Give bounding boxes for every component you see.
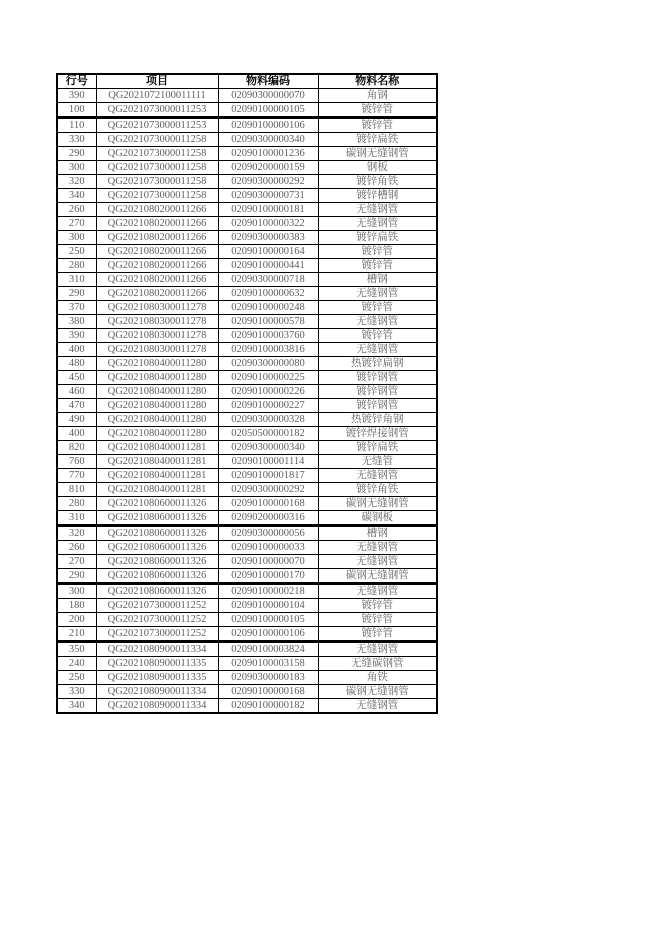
row-number-cell: 100 (57, 103, 96, 118)
material-code-cell: 02090200000159 (218, 161, 318, 175)
column-header-project: 项目 (96, 74, 218, 89)
project-cell: QG2021073000011252 (96, 599, 218, 613)
table-row (57, 699, 437, 714)
material-name-cell: 钢板 (318, 161, 437, 175)
project-cell: QG2021080600011326 (96, 569, 218, 584)
project-cell: QG2021080200011266 (96, 231, 218, 245)
material-name-cell: 无缝钢管 (318, 642, 437, 657)
project-cell: QG2021080600011326 (96, 541, 218, 555)
row-number-cell: 400 (57, 427, 96, 441)
column-header-row-number: 行号 (57, 74, 96, 89)
row-number-cell: 390 (57, 329, 96, 343)
project-cell: QG2021080400011280 (96, 399, 218, 413)
material-name-cell: 热镀锌扁钢 (318, 357, 437, 371)
table-row (57, 301, 437, 315)
row-number-cell: 300 (57, 161, 96, 175)
material-name-cell: 镀锌管 (318, 329, 437, 343)
material-name-cell: 无缝钢管 (318, 699, 437, 714)
project-cell: QG2021080600011326 (96, 584, 218, 599)
project-cell: QG2021080400011280 (96, 427, 218, 441)
material-name-cell: 碳钢无缝钢管 (318, 497, 437, 511)
material-code-cell: 02090300000080 (218, 357, 318, 371)
row-number-cell: 260 (57, 203, 96, 217)
table-row (57, 569, 437, 584)
column-header-material-name: 物料名称 (318, 74, 437, 89)
table-row (57, 189, 437, 203)
project-cell: QG2021080400011280 (96, 413, 218, 427)
material-code-cell: 02090100000322 (218, 217, 318, 231)
material-name-cell: 角铁 (318, 671, 437, 685)
material-code-cell: 02090100003816 (218, 343, 318, 357)
project-cell: QG2021080400011281 (96, 455, 218, 469)
column-header-material-code: 物料编码 (218, 74, 318, 89)
material-code-cell: 02090100000070 (218, 555, 318, 569)
material-name-cell: 无缝钢管 (318, 217, 437, 231)
row-number-cell: 310 (57, 511, 96, 526)
material-code-cell: 02090300000340 (218, 441, 318, 455)
row-number-cell: 810 (57, 483, 96, 497)
material-code-cell: 02090100001817 (218, 469, 318, 483)
table-row (57, 627, 437, 642)
table-row (57, 245, 437, 259)
material-name-cell: 镀锌扁铁 (318, 231, 437, 245)
project-cell: QG2021080400011281 (96, 469, 218, 483)
material-code-cell: 02090300000718 (218, 273, 318, 287)
material-code-cell: 02090300000292 (218, 483, 318, 497)
project-cell: QG2021073000011258 (96, 147, 218, 161)
row-number-cell: 320 (57, 175, 96, 189)
material-code-cell: 02090300000183 (218, 671, 318, 685)
material-code-cell: 02090300000340 (218, 133, 318, 147)
row-number-cell: 390 (57, 89, 96, 103)
row-number-cell: 770 (57, 469, 96, 483)
material-code-cell: 02090100000170 (218, 569, 318, 584)
project-cell: QG2021073000011258 (96, 189, 218, 203)
material-code-cell: 02090100000168 (218, 685, 318, 699)
material-name-cell: 无缝管 (318, 455, 437, 469)
row-number-cell: 270 (57, 217, 96, 231)
material-name-cell: 镀锌扁铁 (318, 441, 437, 455)
material-code-cell: 02090100001114 (218, 455, 318, 469)
row-number-cell: 290 (57, 147, 96, 161)
project-cell: QG2021080300011278 (96, 315, 218, 329)
table-row (57, 413, 437, 427)
material-name-cell: 镀锌管 (318, 245, 437, 259)
material-name-cell: 角钢 (318, 89, 437, 103)
row-number-cell: 490 (57, 413, 96, 427)
material-name-cell: 镀锌槽钢 (318, 189, 437, 203)
material-name-cell: 碳钢无缝钢管 (318, 569, 437, 584)
project-cell: QG2021073000011258 (96, 175, 218, 189)
material-code-cell: 02090100000168 (218, 497, 318, 511)
material-name-cell: 无缝钢管 (318, 315, 437, 329)
material-code-cell: 02090100000227 (218, 399, 318, 413)
material-code-cell: 02090100003760 (218, 329, 318, 343)
table-row (57, 259, 437, 273)
material-name-cell: 无缝钢管 (318, 343, 437, 357)
project-cell: QG2021080900011334 (96, 699, 218, 714)
material-name-cell: 镀锌钢管 (318, 371, 437, 385)
table-row (57, 599, 437, 613)
material-name-cell: 槽钢 (318, 273, 437, 287)
row-number-cell: 370 (57, 301, 96, 315)
material-code-cell: 02090100000181 (218, 203, 318, 217)
material-name-cell: 镀锌管 (318, 613, 437, 627)
project-cell: QG2021073000011258 (96, 133, 218, 147)
project-cell: QG2021080400011281 (96, 441, 218, 455)
row-number-cell: 280 (57, 259, 96, 273)
row-number-cell: 350 (57, 642, 96, 657)
material-name-cell: 镀锌角铁 (318, 483, 437, 497)
material-code-cell: 02090100000105 (218, 103, 318, 118)
project-cell: QG2021073000011252 (96, 627, 218, 642)
material-name-cell: 热镀锌角钢 (318, 413, 437, 427)
material-code-cell: 02090100000578 (218, 315, 318, 329)
table-row (57, 441, 437, 455)
material-code-cell: 02090100001236 (218, 147, 318, 161)
project-cell: QG2021080300011278 (96, 329, 218, 343)
row-number-cell: 380 (57, 315, 96, 329)
material-name-cell: 镀锌管 (318, 301, 437, 315)
table-row (57, 526, 437, 541)
project-cell: QG2021080900011334 (96, 685, 218, 699)
material-code-cell: 02090100000033 (218, 541, 318, 555)
table-row (57, 642, 437, 657)
material-name-cell: 槽钢 (318, 526, 437, 541)
table-row (57, 455, 437, 469)
material-code-cell: 02090100000632 (218, 287, 318, 301)
row-number-cell: 290 (57, 569, 96, 584)
row-number-cell: 310 (57, 273, 96, 287)
project-cell: QG2021080400011280 (96, 357, 218, 371)
table-row (57, 511, 437, 526)
row-number-cell: 330 (57, 133, 96, 147)
row-number-cell: 280 (57, 497, 96, 511)
project-cell: QG2021080600011326 (96, 526, 218, 541)
row-number-cell: 240 (57, 657, 96, 671)
project-cell: QG2021080600011326 (96, 497, 218, 511)
table-row (57, 541, 437, 555)
table-row (57, 497, 437, 511)
table-row (57, 613, 437, 627)
table-row (57, 329, 437, 343)
project-cell: QG2021080400011280 (96, 385, 218, 399)
material-code-cell: 02090100003158 (218, 657, 318, 671)
project-cell: QG2021080300011278 (96, 343, 218, 357)
material-code-cell: 02090100000441 (218, 259, 318, 273)
material-code-cell: 02090100000106 (218, 627, 318, 642)
material-code-cell: 02090300000328 (218, 413, 318, 427)
material-code-cell: 02090100000164 (218, 245, 318, 259)
table-row (57, 231, 437, 245)
project-cell: QG2021080900011335 (96, 657, 218, 671)
table-row (57, 584, 437, 599)
project-cell: QG2021073000011253 (96, 118, 218, 133)
row-number-cell: 450 (57, 371, 96, 385)
table-row (57, 287, 437, 301)
row-number-cell: 200 (57, 613, 96, 627)
material-name-cell: 镀锌角铁 (318, 175, 437, 189)
table-row (57, 343, 437, 357)
material-code-cell: 02090300000383 (218, 231, 318, 245)
material-name-cell: 碳钢板 (318, 511, 437, 526)
row-number-cell: 340 (57, 189, 96, 203)
material-name-cell: 镀锌管 (318, 103, 437, 118)
table-row (57, 657, 437, 671)
material-name-cell: 无缝钢管 (318, 469, 437, 483)
row-number-cell: 400 (57, 343, 96, 357)
row-number-cell: 300 (57, 584, 96, 599)
row-number-cell: 480 (57, 357, 96, 371)
material-table (56, 73, 438, 714)
project-cell: QG2021073000011253 (96, 103, 218, 118)
project-cell: QG2021080600011326 (96, 555, 218, 569)
material-name-cell: 镀锌钢管 (318, 399, 437, 413)
project-cell: QG2021073000011258 (96, 161, 218, 175)
row-number-cell: 110 (57, 118, 96, 133)
material-name-cell: 无缝钢管 (318, 541, 437, 555)
table-row (57, 671, 437, 685)
material-code-cell: 02090100000182 (218, 699, 318, 714)
material-code-cell: 02090100000218 (218, 584, 318, 599)
project-cell: QG2021080400011280 (96, 371, 218, 385)
material-code-cell: 02090200000316 (218, 511, 318, 526)
row-number-cell: 270 (57, 555, 96, 569)
material-name-cell: 镀锌管 (318, 118, 437, 133)
table-row (57, 175, 437, 189)
table-row (57, 147, 437, 161)
table-row (57, 385, 437, 399)
table-row (57, 161, 437, 175)
row-number-cell: 340 (57, 699, 96, 714)
material-code-cell: 02090100000106 (218, 118, 318, 133)
material-name-cell: 镀锌钢管 (318, 385, 437, 399)
material-code-cell: 02090300000056 (218, 526, 318, 541)
material-code-cell: 02090100000104 (218, 599, 318, 613)
project-cell: QG2021080900011334 (96, 642, 218, 657)
row-number-cell: 470 (57, 399, 96, 413)
material-code-cell: 02090100003824 (218, 642, 318, 657)
project-cell: QG2021080200011266 (96, 259, 218, 273)
table-row (57, 371, 437, 385)
material-name-cell: 无缝钢管 (318, 584, 437, 599)
table-row (57, 483, 437, 497)
table-row (57, 357, 437, 371)
row-number-cell: 180 (57, 599, 96, 613)
material-name-cell: 碳钢无缝钢管 (318, 685, 437, 699)
material-code-cell: 02090300000731 (218, 189, 318, 203)
project-cell: QG2021080900011335 (96, 671, 218, 685)
table-row (57, 315, 437, 329)
material-code-cell: 02050500000182 (218, 427, 318, 441)
project-cell: QG2021080200011266 (96, 217, 218, 231)
row-number-cell: 760 (57, 455, 96, 469)
table-row (57, 399, 437, 413)
table-header-row (57, 74, 437, 89)
row-number-cell: 290 (57, 287, 96, 301)
table-row (57, 203, 437, 217)
material-name-cell: 镀锌管 (318, 627, 437, 642)
project-cell: QG2021080400011281 (96, 483, 218, 497)
row-number-cell: 300 (57, 231, 96, 245)
table-body (57, 89, 437, 714)
table-row (57, 103, 437, 118)
material-name-cell: 镀锌管 (318, 259, 437, 273)
material-code-cell: 02090100000248 (218, 301, 318, 315)
material-code-cell: 02090100000225 (218, 371, 318, 385)
project-cell: QG2021080600011326 (96, 511, 218, 526)
row-number-cell: 460 (57, 385, 96, 399)
table-row (57, 685, 437, 699)
row-number-cell: 330 (57, 685, 96, 699)
table-row (57, 427, 437, 441)
table-row (57, 118, 437, 133)
project-cell: QG2021072100011111 (96, 89, 218, 103)
table-row (57, 89, 437, 103)
material-code-cell: 02090100000226 (218, 385, 318, 399)
row-number-cell: 820 (57, 441, 96, 455)
row-number-cell: 250 (57, 671, 96, 685)
table-row (57, 217, 437, 231)
row-number-cell: 210 (57, 627, 96, 642)
material-code-cell: 02090300000292 (218, 175, 318, 189)
table-row (57, 555, 437, 569)
row-number-cell: 260 (57, 541, 96, 555)
row-number-cell: 320 (57, 526, 96, 541)
project-cell: QG2021080200011266 (96, 245, 218, 259)
table-row (57, 469, 437, 483)
material-code-cell: 02090100000105 (218, 613, 318, 627)
project-cell: QG2021080300011278 (96, 301, 218, 315)
spreadsheet-area (56, 73, 438, 714)
material-name-cell: 无缝钢管 (318, 555, 437, 569)
material-code-cell: 02090300000070 (218, 89, 318, 103)
row-number-cell: 250 (57, 245, 96, 259)
table-row (57, 133, 437, 147)
material-name-cell: 镀锌焊接钢管 (318, 427, 437, 441)
material-name-cell: 无缝碳钢管 (318, 657, 437, 671)
material-name-cell: 镀锌管 (318, 599, 437, 613)
project-cell: QG2021080200011266 (96, 273, 218, 287)
material-name-cell: 镀锌扁铁 (318, 133, 437, 147)
project-cell: QG2021073000011252 (96, 613, 218, 627)
material-name-cell: 无缝钢管 (318, 203, 437, 217)
material-name-cell: 无缝钢管 (318, 287, 437, 301)
project-cell: QG2021080200011266 (96, 203, 218, 217)
project-cell: QG2021080200011266 (96, 287, 218, 301)
material-name-cell: 碳钢无缝钢管 (318, 147, 437, 161)
table-row (57, 273, 437, 287)
